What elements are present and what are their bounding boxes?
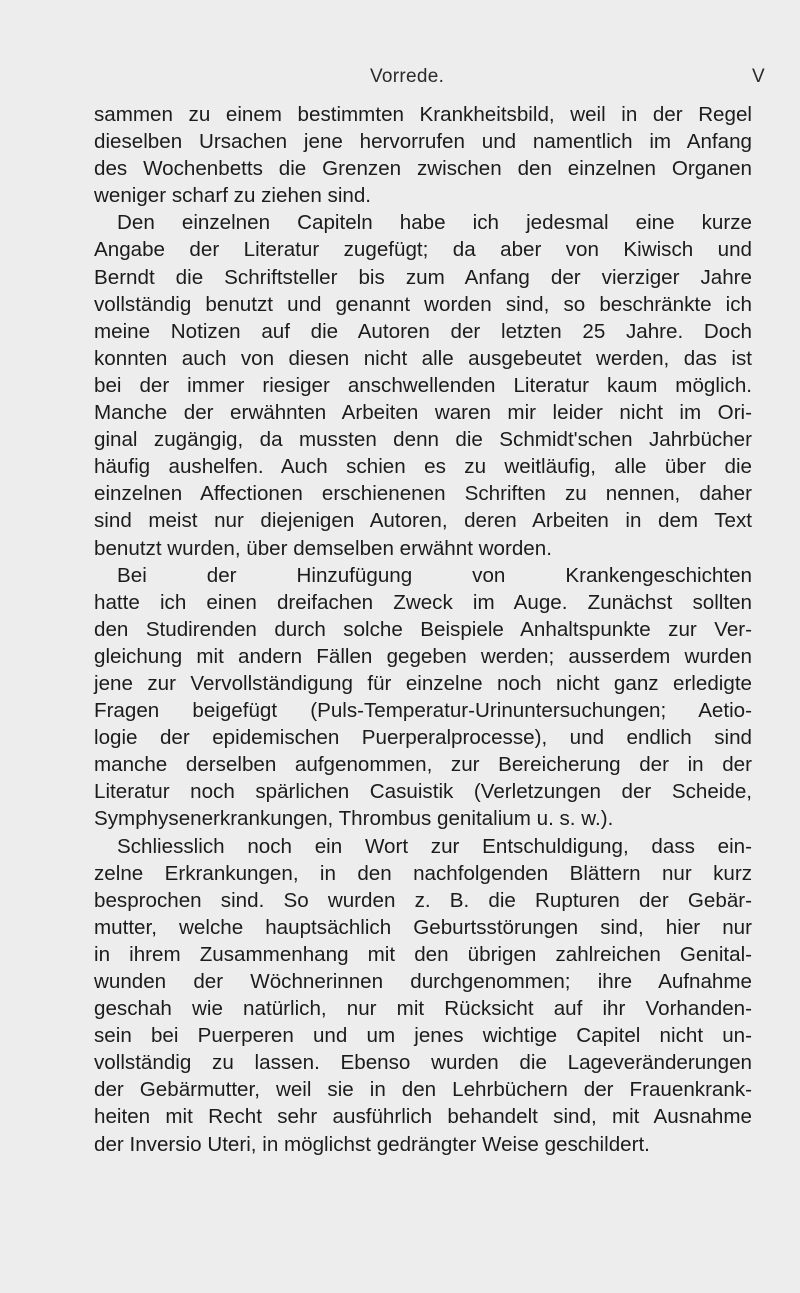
text-line: heiten mit Recht sehr ausführlich behandelt sind, mit Ausnahme — [94, 1105, 752, 1129]
text-line: einzelnen Affectionen erschienenen Schriften zu nennen, daher — [94, 482, 752, 506]
text-line: sein bei Puerperen und um jenes wichtige Capitel nicht un- — [94, 1024, 752, 1048]
text-line: Bei der Hinzufügung von Krankengeschichten — [117, 563, 752, 587]
text-line: logie der epidemischen Puerperalprocesse), und endlich sind — [94, 726, 752, 750]
text-line: sammen zu einem bestimmten Krankheitsbild, weil in der Regel — [94, 103, 752, 126]
text-line: des Wochenbetts die Grenzen zwischen den einzelnen Organen — [94, 157, 752, 181]
text-line: Literatur noch spärlichen Casuistik (Verletzungen der Scheide, — [94, 780, 752, 804]
running-title: Vorrede. — [370, 66, 445, 87]
text-line: Symphysenerkrankungen, Thrombus genitalium u. s. w.). — [94, 807, 614, 831]
running-header — [0, 66, 800, 94]
page-number: V — [752, 66, 765, 87]
text-line: sind meist nur diejenigen Autoren, deren Arbeiten in dem Text — [94, 509, 752, 533]
text-line: der Gebärmutter, weil sie in den Lehrbüchern der Frauenkrank- — [94, 1078, 752, 1102]
text-line: meine Notizen auf die Autoren der letzten 25 Jahre. Doch — [94, 319, 752, 343]
text-line: weniger scharf zu ziehen sind. — [94, 184, 372, 208]
text-line: mutter, welche hauptsächlich Geburtsstörungen sind, hier nur — [94, 915, 752, 939]
text-line: gleichung mit andern Fällen gegeben werden; ausserdem wurden — [94, 644, 752, 668]
text-line: vollständig benutzt und genannt worden sind, so beschränkte ich — [94, 292, 752, 316]
text-line: jene zur Vervollständigung für einzelne noch nicht ganz erledigte — [94, 671, 752, 695]
text-line: Den einzelnen Capiteln habe ich jedesmal eine kurze — [117, 211, 752, 235]
text-line: geschah wie natürlich, nur mit Rücksicht auf ihr Vorhanden- — [94, 997, 752, 1021]
text-line: Berndt die Schriftsteller bis zum Anfang der vierziger Jahre — [94, 265, 752, 289]
text-line: Angabe der Literatur zugefügt; da aber von Kiwisch und — [94, 238, 752, 262]
text-line: den Studirenden durch solche Beispiele Anhaltspunkte zur Ver- — [94, 617, 752, 641]
text-line: dieselben Ursachen jene hervorrufen und namentlich im Anfang — [94, 130, 752, 154]
text-line: Manche der erwähnten Arbeiten waren mir leider nicht im Ori- — [94, 401, 752, 425]
text-line: häufig aushelfen. Auch schien es zu weitläufig, alle über die — [94, 455, 752, 479]
text-line: der Inversio Uteri, in möglichst gedrängter Weise geschildert. — [94, 1132, 650, 1156]
body-text — [94, 101, 752, 1158]
text-line: Schliesslich noch ein Wort zur Entschuldigung, dass ein- — [117, 834, 752, 858]
text-line: in ihrem Zusammenhang mit den übrigen zahlreichen Genital- — [94, 942, 752, 966]
text-line: zelne Erkrankungen, in den nachfolgenden Blättern nur kurz — [94, 861, 752, 885]
text-line: konnten auch von diesen nicht alle ausgebeutet werden, das ist — [94, 346, 752, 370]
text-line: ginal zugängig, da mussten denn die Schmidt'schen Jahrbücher — [94, 428, 752, 452]
text-line: manche derselben aufgenommen, zur Bereicherung der in der — [94, 753, 752, 777]
text-line: hatte ich einen dreifachen Zweck im Auge. Zunächst sollten — [94, 590, 752, 614]
text-line: vollständig zu lassen. Ebenso wurden die Lageveränderungen — [94, 1051, 752, 1075]
text-line: wunden der Wöchnerinnen durchgenommen; ihre Aufnahme — [94, 970, 752, 993]
text-line: bei der immer riesiger anschwellenden Literatur kaum möglich. — [94, 373, 752, 397]
text-line: besprochen sind. So wurden z. B. die Rupturen der Gebär- — [94, 888, 752, 912]
text-line: benutzt wurden, über demselben erwähnt worden. — [94, 536, 552, 560]
text-line: Fragen beigefügt (Puls-Temperatur-Urinuntersuchungen; Aetio- — [94, 699, 752, 723]
